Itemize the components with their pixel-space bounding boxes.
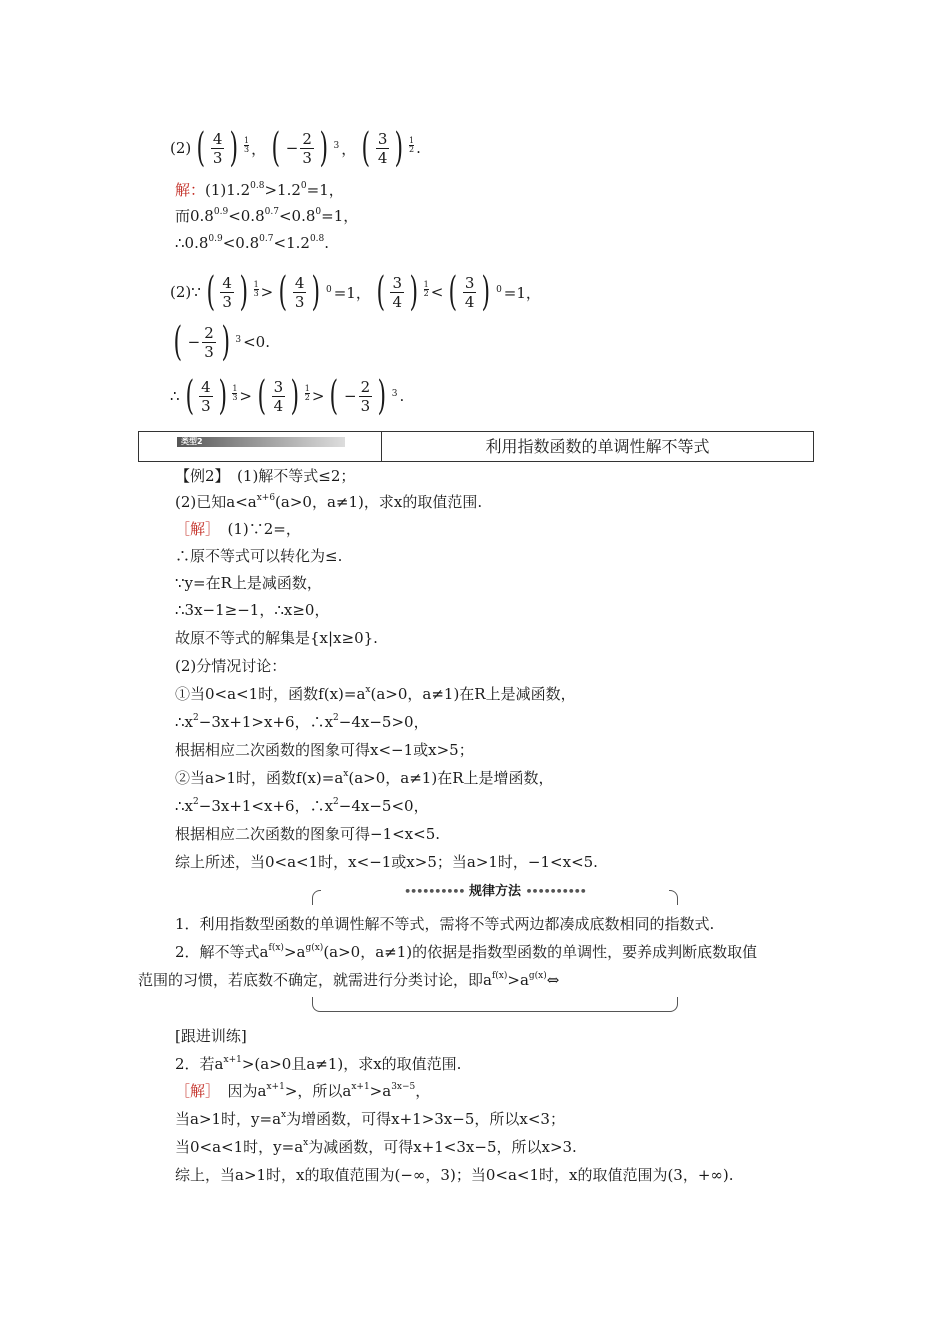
- fraction: $\frac{3}{4}$: [273, 377, 284, 415]
- solution-2-conclusion: ∴ ( $\frac{4}{3}$ ) $\frac{1}{3}$ > ( $\frac{3}{4}$ ) $\frac{1}{2}$ > ( − $\frac{2}{3}$ ) 3 .: [170, 373, 405, 419]
- follow-up-heading: [跟进训练]: [175, 1027, 247, 1045]
- fraction: $\frac{4}{3}$: [201, 377, 211, 415]
- follow-up-answer-4: 综上，当a>1时，x的取值范围为(−∞，3)；当0<a<1时，x的取值范围为(3，+∞).: [175, 1166, 734, 1184]
- answer-line-1: ［解］ (1)∵2=，: [175, 520, 301, 538]
- solution-line-1: 解：$(1)1.2^{0.8}>1.2^0=1$，: [175, 181, 344, 199]
- type-badge: 类型2: [177, 437, 345, 447]
- method-line-3: 范围的习惯，若底数不确定，就需进行分类讨论，即$a^{f(x)}>a^{g(x)}\Leftrightarrow$: [138, 971, 560, 989]
- follow-up-answer-3: 当0<a<1时，$y=a^x$为减函数，可得x+1<3x−5，所以x>3.: [175, 1138, 577, 1156]
- type-badge-cell: [139, 432, 382, 461]
- problem-2-expression: (2) ( $\frac{4}{3}$ ) $\frac{1}{3}$ ， ( − $\frac{2}{3}$ ) 3 ， ( $\frac{3}{4}$ ) $\frac{1}{2}$ .: [170, 125, 421, 171]
- fraction: $\frac{4}{3}$: [294, 273, 305, 311]
- follow-up-answer-2: 当a>1时，$y=a^x$为增函数，可得x+1>3x−5，所以x<3；: [175, 1110, 565, 1128]
- method-title: •••••••••• 规律方法 ••••••••••: [404, 884, 586, 899]
- solution-label: 解：: [175, 181, 206, 199]
- section-type-header: [138, 431, 814, 462]
- answer-line-12: 根据相应二次函数的图象可得−1<x<5.: [175, 825, 441, 843]
- section-title: 利用指数函数的单调性解不等式: [485, 437, 710, 456]
- answer-line-4: ∴3x−1≥−1，∴x≥0，: [175, 601, 330, 619]
- fraction: $\frac{4}{3}$: [222, 273, 232, 311]
- fraction: $\frac{2}{3}$: [204, 323, 214, 361]
- answer-line-6: (2)分情况讨论：: [175, 657, 287, 675]
- answer-line-5: 故原不等式的解集是{x|x≥0}.: [175, 629, 378, 647]
- exponent: $\frac{1}{2}$: [408, 136, 415, 154]
- answer-line-13: 综上所述，当0<a<1时，x<−1或x>5；当a>1时，−1<x<5.: [175, 853, 598, 871]
- fraction: $\frac{2}{3}$: [360, 377, 371, 415]
- solution-2-line-2: ( − $\frac{2}{3}$ ) 3 <0.: [173, 319, 270, 365]
- exponent: 3: [333, 141, 340, 151]
- fraction: $\frac{3}{4}$: [464, 273, 475, 311]
- fraction: $\frac{4}{3}$: [212, 129, 223, 167]
- fraction: $\frac{2}{3}$: [302, 129, 312, 167]
- answer-line-11: $\therefore x^2-3x+1<x+6$，$\therefore x^2-4x-5<0$，: [175, 797, 429, 815]
- exponent: $\frac{1}{3}$: [244, 136, 250, 154]
- problem-2-label: (2): [170, 139, 192, 157]
- answer-line-8: $\therefore x^2-3x+1>x+6$，$\therefore x^2-4x-5>0$，: [175, 713, 429, 731]
- answer-label: ［解］: [175, 520, 213, 538]
- answer-line-3: ∵y=在R上是减函数，: [175, 574, 322, 592]
- answer-label: ［解］: [175, 1082, 213, 1100]
- method-line-2: 2．解不等式$a^{f(x)}>a^{g(x)}(a>0$，a≠1)的依据是指数型函数的单调性，要养成判断底数取值: [175, 943, 758, 961]
- answer-line-7: ①当0<a<1时，函数$f(x)=a^x(a>0$，a≠1)在R上是减函数，: [175, 685, 576, 703]
- answer-line-2: ∴原不等式可以转化为≤.: [175, 547, 343, 565]
- method-line-1: 1．利用指数型函数的单调性解不等式，需将不等式两边都凑成底数相同的指数式.: [175, 915, 715, 933]
- follow-up-answer-1: ［解］ 因为$a^{x+1}>$，所以$a^{x+1}>a^{3x-5}$，: [175, 1082, 431, 1100]
- solution-line-3: $\therefore 0.8^{0.9}<0.8^{0.7}<1.2^{0.8}$.: [175, 234, 330, 252]
- example-2-title: 【例2】 (1)解不等式≤2；: [175, 467, 356, 485]
- follow-up-question: 2．若$a^{x+1}>(a>0$且a≠1)，求x的取值范围.: [175, 1055, 462, 1073]
- example-2-question-2: (2)已知$a<a^{x+6}(a>0$，a≠1)，求x的取值范围.: [175, 493, 483, 511]
- solution-line-2: 而$0.8^{0.9}<0.8^{0.7}<0.8^0=1$，: [175, 207, 359, 225]
- solution-2-line-1: (2)∵ ( $\frac{4}{3}$ ) $\frac{1}{3}$ > ( $\frac{4}{3}$ ) 0 =1， ( $\frac{3}{4}$ ) $\frac{1}{2}$ < ( $\frac{3}{4}$ ) 0 =1，: [170, 269, 541, 315]
- fraction: $\frac{3}{4}$: [392, 273, 403, 311]
- fraction: $\frac{3}{4}$: [377, 129, 388, 167]
- answer-line-10: ②当a>1时，函数$f(x)=a^x(a>0$，a≠1)在R上是增函数，: [175, 769, 554, 787]
- answer-line-9: 根据相应二次函数的图象可得x<−1或x>5；: [175, 741, 474, 759]
